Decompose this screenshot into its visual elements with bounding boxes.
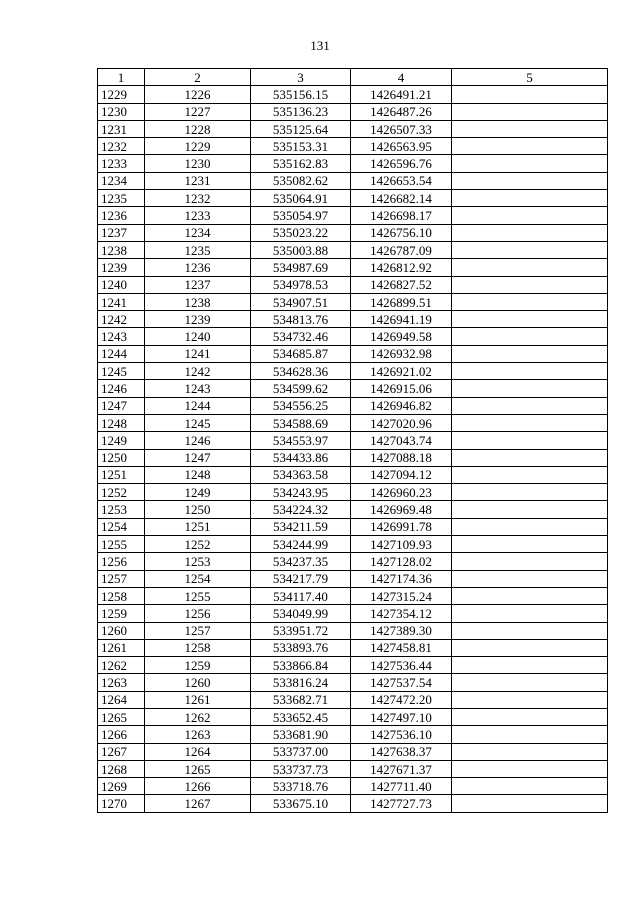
table-cell-col-1: 1243 (98, 328, 145, 345)
table-cell-col-4: 1427315.24 (351, 587, 452, 604)
table-cell-col-3: 534363.58 (251, 466, 351, 483)
page-number: 131 (310, 38, 330, 53)
table-cell-col-5 (452, 311, 608, 328)
table-cell-col-4: 1426787.09 (351, 241, 452, 258)
table-row (98, 691, 608, 708)
table-cell-col-4: 1427174.36 (351, 570, 452, 587)
table-cell-col-1: 1258 (98, 587, 145, 604)
table-cell-col-1: 1242 (98, 311, 145, 328)
table-cell-col-3: 533737.73 (251, 760, 351, 777)
table-cell-col-1: 1266 (98, 726, 145, 743)
table-cell-col-2: 1229 (145, 138, 251, 155)
table-cell-col-3: 534237.35 (251, 553, 351, 570)
table-cell-col-4: 1427389.30 (351, 622, 452, 639)
table-cell-col-2: 1252 (145, 536, 251, 553)
table-cell-col-5 (452, 466, 608, 483)
table-cell-col-5 (452, 484, 608, 501)
table-cell-col-3: 535136.23 (251, 103, 351, 120)
table-cell-col-3: 533718.76 (251, 778, 351, 795)
table-cell-col-4: 1426812.92 (351, 259, 452, 276)
table-row (98, 86, 608, 103)
table-row (98, 674, 608, 691)
table-row (98, 518, 608, 535)
table-cell-col-1: 1250 (98, 449, 145, 466)
table-cell-col-2: 1241 (145, 345, 251, 362)
table-cell-col-1: 1256 (98, 553, 145, 570)
table-row (98, 380, 608, 397)
table-header-row (98, 69, 608, 86)
table-cell-col-4: 1426941.19 (351, 311, 452, 328)
table-row (98, 207, 608, 224)
table-cell-col-2: 1256 (145, 605, 251, 622)
table-cell-col-3: 534599.62 (251, 380, 351, 397)
table-row (98, 553, 608, 570)
table-cell-col-2: 1237 (145, 276, 251, 293)
table-cell-col-5 (452, 363, 608, 380)
table-cell-col-2: 1227 (145, 103, 251, 120)
table-cell-col-4: 1427671.37 (351, 760, 452, 777)
table-row (98, 484, 608, 501)
table-cell-col-3: 534049.99 (251, 605, 351, 622)
table-cell-col-5 (452, 172, 608, 189)
table-cell-col-5 (452, 138, 608, 155)
table-cell-col-1: 1270 (98, 795, 145, 812)
table-cell-col-2: 1266 (145, 778, 251, 795)
table-row (98, 639, 608, 656)
table-cell-col-4: 1426991.78 (351, 518, 452, 535)
table-cell-col-5 (452, 103, 608, 120)
table-cell-col-3: 534224.32 (251, 501, 351, 518)
table-cell-col-3: 534907.51 (251, 293, 351, 310)
table-cell-col-3: 534987.69 (251, 259, 351, 276)
column-header-4: 4 (351, 69, 452, 86)
table-cell-col-5 (452, 241, 608, 258)
table-cell-col-4: 1426827.52 (351, 276, 452, 293)
table-cell-col-4: 1427472.20 (351, 691, 452, 708)
table-row (98, 259, 608, 276)
table-cell-col-3: 534588.69 (251, 414, 351, 431)
table-cell-col-2: 1258 (145, 639, 251, 656)
table-cell-col-2: 1234 (145, 224, 251, 241)
table-cell-col-5 (452, 743, 608, 760)
table-cell-col-4: 1426899.51 (351, 293, 452, 310)
table-cell-col-3: 534243.95 (251, 484, 351, 501)
table-row (98, 155, 608, 172)
table-cell-col-3: 533866.84 (251, 657, 351, 674)
table-cell-col-1: 1248 (98, 414, 145, 431)
table-cell-col-2: 1232 (145, 190, 251, 207)
table-row (98, 172, 608, 189)
table-row (98, 241, 608, 258)
table-cell-col-1: 1237 (98, 224, 145, 241)
table-cell-col-1: 1265 (98, 708, 145, 725)
table-cell-col-4: 1427088.18 (351, 449, 452, 466)
table-row (98, 397, 608, 414)
table-cell-col-3: 535082.62 (251, 172, 351, 189)
table-cell-col-5 (452, 432, 608, 449)
column-header-5: 5 (452, 69, 608, 86)
table-cell-col-1: 1262 (98, 657, 145, 674)
table-cell-col-3: 535023.22 (251, 224, 351, 241)
table-cell-col-4: 1427094.12 (351, 466, 452, 483)
table-cell-col-3: 534732.46 (251, 328, 351, 345)
table-cell-col-4: 1426921.02 (351, 363, 452, 380)
table-cell-col-4: 1426946.82 (351, 397, 452, 414)
table-cell-col-5 (452, 691, 608, 708)
table-row (98, 311, 608, 328)
table-cell-col-5 (452, 674, 608, 691)
table-cell-col-5 (452, 553, 608, 570)
table-cell-col-5 (452, 795, 608, 812)
table-cell-col-4: 1426507.33 (351, 120, 452, 137)
table-cell-col-1: 1234 (98, 172, 145, 189)
table-cell-col-5 (452, 657, 608, 674)
table-cell-col-4: 1427020.96 (351, 414, 452, 431)
table-cell-col-5 (452, 622, 608, 639)
table-cell-col-1: 1255 (98, 536, 145, 553)
table-cell-col-1: 1252 (98, 484, 145, 501)
table-cell-col-2: 1257 (145, 622, 251, 639)
table-cell-col-3: 534813.76 (251, 311, 351, 328)
table-cell-col-1: 1264 (98, 691, 145, 708)
table-cell-col-3: 533682.71 (251, 691, 351, 708)
table-cell-col-1: 1238 (98, 241, 145, 258)
table-cell-col-1: 1247 (98, 397, 145, 414)
table-cell-col-4: 1427497.10 (351, 708, 452, 725)
table-cell-col-2: 1249 (145, 484, 251, 501)
table-cell-col-5 (452, 414, 608, 431)
table-cell-col-1: 1253 (98, 501, 145, 518)
table-cell-col-5 (452, 708, 608, 725)
table-cell-col-4: 1426682.14 (351, 190, 452, 207)
table-cell-col-3: 534433.86 (251, 449, 351, 466)
table-cell-col-5 (452, 190, 608, 207)
table-cell-col-2: 1244 (145, 397, 251, 414)
table-cell-col-1: 1263 (98, 674, 145, 691)
table-cell-col-2: 1226 (145, 86, 251, 103)
table-cell-col-3: 535153.31 (251, 138, 351, 155)
table-cell-col-4: 1426915.06 (351, 380, 452, 397)
table-cell-col-5 (452, 155, 608, 172)
table-cell-col-2: 1231 (145, 172, 251, 189)
table-row (98, 414, 608, 431)
table-cell-col-3: 534556.25 (251, 397, 351, 414)
table-cell-col-4: 1426960.23 (351, 484, 452, 501)
table-cell-col-1: 1231 (98, 120, 145, 137)
table-cell-col-3: 535003.88 (251, 241, 351, 258)
table-cell-col-2: 1254 (145, 570, 251, 587)
table-cell-col-5 (452, 120, 608, 137)
table-cell-col-2: 1250 (145, 501, 251, 518)
table-cell-col-2: 1261 (145, 691, 251, 708)
table-cell-col-4: 1426596.76 (351, 155, 452, 172)
table-cell-col-1: 1239 (98, 259, 145, 276)
table-row (98, 466, 608, 483)
table-cell-col-2: 1263 (145, 726, 251, 743)
table-cell-col-1: 1267 (98, 743, 145, 760)
table-cell-col-3: 534685.87 (251, 345, 351, 362)
table-cell-col-5 (452, 501, 608, 518)
table-cell-col-1: 1230 (98, 103, 145, 120)
table-row (98, 760, 608, 777)
table-row (98, 726, 608, 743)
table-row (98, 536, 608, 553)
table-cell-col-3: 533893.76 (251, 639, 351, 656)
table-cell-col-1: 1233 (98, 155, 145, 172)
table-cell-col-3: 533816.24 (251, 674, 351, 691)
table-cell-col-2: 1264 (145, 743, 251, 760)
table-cell-col-1: 1235 (98, 190, 145, 207)
table-cell-col-2: 1260 (145, 674, 251, 691)
table-cell-col-1: 1246 (98, 380, 145, 397)
table-cell-col-5 (452, 778, 608, 795)
table-cell-col-5 (452, 760, 608, 777)
table-cell-col-4: 1427711.40 (351, 778, 452, 795)
table-cell-col-4: 1426563.95 (351, 138, 452, 155)
table-cell-col-5 (452, 259, 608, 276)
table-cell-col-1: 1260 (98, 622, 145, 639)
table-cell-col-4: 1426949.58 (351, 328, 452, 345)
table-cell-col-5 (452, 639, 608, 656)
table-row (98, 224, 608, 241)
column-header-2: 2 (145, 69, 251, 86)
table-row (98, 743, 608, 760)
table-row (98, 276, 608, 293)
table-row (98, 432, 608, 449)
table-cell-col-1: 1236 (98, 207, 145, 224)
table-cell-col-5 (452, 293, 608, 310)
table-cell-col-2: 1239 (145, 311, 251, 328)
table-cell-col-2: 1265 (145, 760, 251, 777)
table-cell-col-4: 1427128.02 (351, 553, 452, 570)
table-cell-col-1: 1244 (98, 345, 145, 362)
coordinates-table (97, 68, 608, 813)
table-cell-col-4: 1427458.81 (351, 639, 452, 656)
table-row (98, 605, 608, 622)
table-cell-col-4: 1427109.93 (351, 536, 452, 553)
table-cell-col-5 (452, 380, 608, 397)
table-cell-col-4: 1426653.54 (351, 172, 452, 189)
table-cell-col-5 (452, 449, 608, 466)
table-cell-col-5 (452, 397, 608, 414)
table-body (98, 86, 608, 812)
table-cell-col-1: 1254 (98, 518, 145, 535)
table-cell-col-2: 1247 (145, 449, 251, 466)
table-cell-col-5 (452, 570, 608, 587)
table-cell-col-4: 1427727.73 (351, 795, 452, 812)
table-cell-col-5 (452, 518, 608, 535)
table-cell-col-2: 1235 (145, 241, 251, 258)
table-row (98, 501, 608, 518)
table-cell-col-4: 1426698.17 (351, 207, 452, 224)
table-cell-col-2: 1267 (145, 795, 251, 812)
table-cell-col-3: 535054.97 (251, 207, 351, 224)
table-cell-col-1: 1261 (98, 639, 145, 656)
table-cell-col-2: 1240 (145, 328, 251, 345)
table-cell-col-1: 1240 (98, 276, 145, 293)
table-cell-col-2: 1230 (145, 155, 251, 172)
table-cell-col-3: 534628.36 (251, 363, 351, 380)
table-cell-col-3: 535125.64 (251, 120, 351, 137)
table-row (98, 190, 608, 207)
column-header-1: 1 (98, 69, 145, 86)
table-cell-col-3: 533681.90 (251, 726, 351, 743)
table-cell-col-2: 1259 (145, 657, 251, 674)
column-header-3: 3 (251, 69, 351, 86)
table-cell-col-3: 534244.99 (251, 536, 351, 553)
table-cell-col-3: 534217.79 (251, 570, 351, 587)
table-cell-col-3: 534978.53 (251, 276, 351, 293)
table-cell-col-2: 1262 (145, 708, 251, 725)
table-row (98, 795, 608, 812)
table-cell-col-3: 533951.72 (251, 622, 351, 639)
table-cell-col-3: 535162.83 (251, 155, 351, 172)
table-cell-col-3: 533737.00 (251, 743, 351, 760)
table-cell-col-1: 1259 (98, 605, 145, 622)
table-row (98, 570, 608, 587)
table-row (98, 778, 608, 795)
table-row (98, 708, 608, 725)
table-cell-col-4: 1427536.44 (351, 657, 452, 674)
table-cell-col-4: 1426756.10 (351, 224, 452, 241)
table-cell-col-4: 1426932.98 (351, 345, 452, 362)
table-row (98, 293, 608, 310)
table-cell-col-5 (452, 86, 608, 103)
table-cell-col-5 (452, 224, 608, 241)
table-cell-col-2: 1255 (145, 587, 251, 604)
table-cell-col-3: 534553.97 (251, 432, 351, 449)
table-cell-col-1: 1268 (98, 760, 145, 777)
table-cell-col-2: 1233 (145, 207, 251, 224)
table-cell-col-1: 1257 (98, 570, 145, 587)
table-cell-col-4: 1427536.10 (351, 726, 452, 743)
table-cell-col-1: 1229 (98, 86, 145, 103)
table-cell-col-5 (452, 587, 608, 604)
table-cell-col-1: 1245 (98, 363, 145, 380)
table-row (98, 657, 608, 674)
table-cell-col-4: 1427354.12 (351, 605, 452, 622)
table-cell-col-5 (452, 536, 608, 553)
table-cell-col-4: 1426491.21 (351, 86, 452, 103)
table-cell-col-1: 1251 (98, 466, 145, 483)
table-cell-col-1: 1241 (98, 293, 145, 310)
table-cell-col-2: 1245 (145, 414, 251, 431)
table-row (98, 103, 608, 120)
table-row (98, 138, 608, 155)
table-cell-col-5 (452, 605, 608, 622)
table-cell-col-3: 533675.10 (251, 795, 351, 812)
table-row (98, 449, 608, 466)
table-cell-col-4: 1427638.37 (351, 743, 452, 760)
table-cell-col-5 (452, 207, 608, 224)
table-cell-col-4: 1427043.74 (351, 432, 452, 449)
table-cell-col-4: 1426969.48 (351, 501, 452, 518)
table-cell-col-2: 1243 (145, 380, 251, 397)
table-row (98, 328, 608, 345)
table-cell-col-1: 1232 (98, 138, 145, 155)
table-cell-col-4: 1426487.26 (351, 103, 452, 120)
table-cell-col-5 (452, 328, 608, 345)
table-cell-col-5 (452, 726, 608, 743)
table-cell-col-5 (452, 345, 608, 362)
table-row (98, 345, 608, 362)
table-cell-col-5 (452, 276, 608, 293)
table-row (98, 587, 608, 604)
table-cell-col-3: 534117.40 (251, 587, 351, 604)
table-cell-col-4: 1427537.54 (351, 674, 452, 691)
table-cell-col-3: 535064.91 (251, 190, 351, 207)
table-cell-col-3: 534211.59 (251, 518, 351, 535)
table-cell-col-2: 1228 (145, 120, 251, 137)
table-cell-col-3: 533652.45 (251, 708, 351, 725)
table-cell-col-2: 1236 (145, 259, 251, 276)
table-cell-col-1: 1269 (98, 778, 145, 795)
table-row (98, 120, 608, 137)
table-cell-col-2: 1246 (145, 432, 251, 449)
table-cell-col-2: 1238 (145, 293, 251, 310)
table-cell-col-1: 1249 (98, 432, 145, 449)
table-cell-col-2: 1251 (145, 518, 251, 535)
table-cell-col-2: 1253 (145, 553, 251, 570)
table-row (98, 622, 608, 639)
table-cell-col-2: 1242 (145, 363, 251, 380)
table-cell-col-3: 535156.15 (251, 86, 351, 103)
table-cell-col-2: 1248 (145, 466, 251, 483)
table-row (98, 363, 608, 380)
